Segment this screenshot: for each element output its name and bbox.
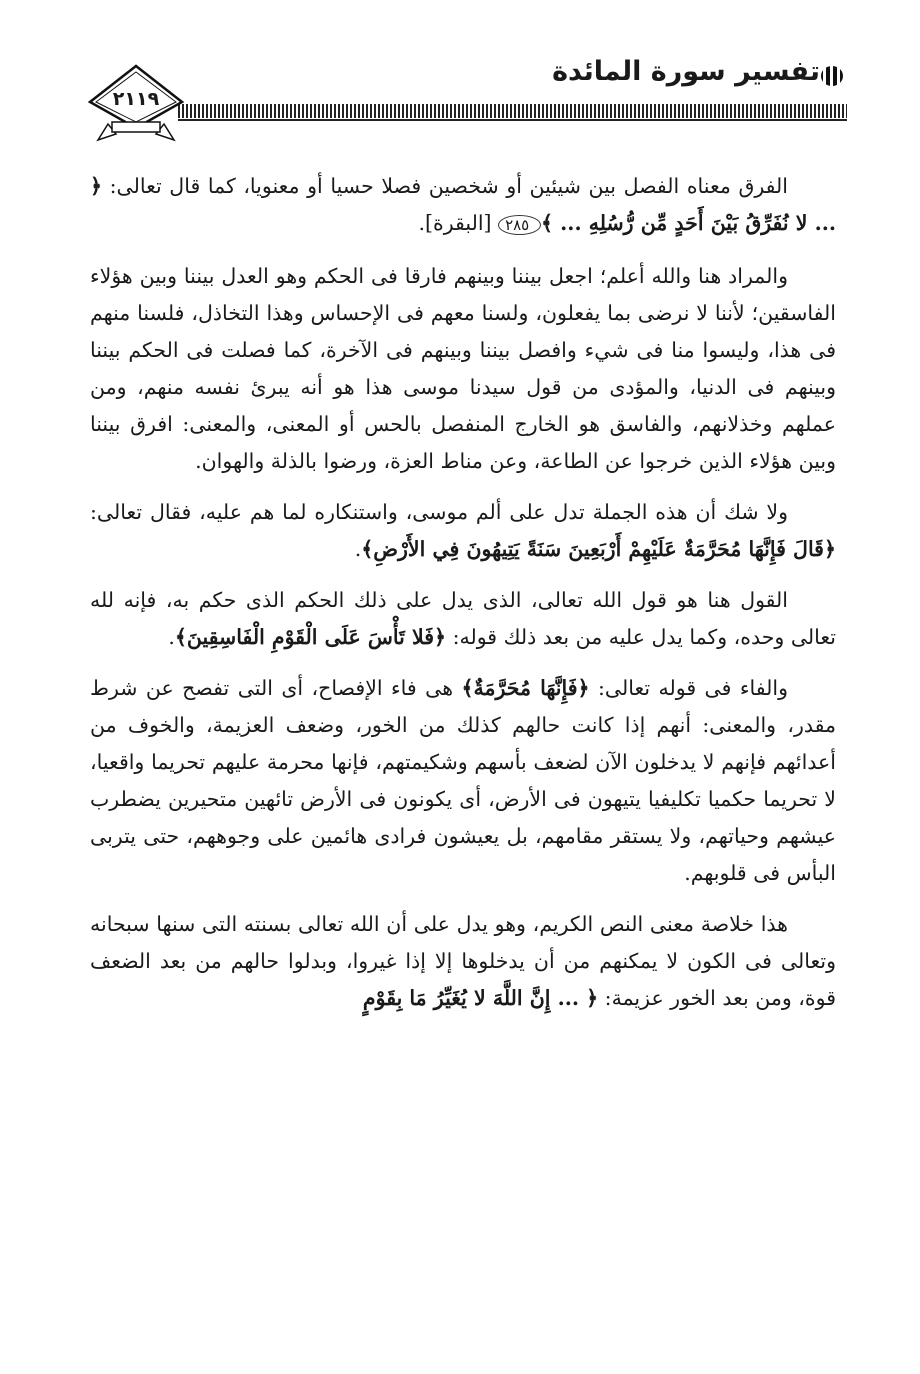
text-run: هذا خلاصة معنى النص الكريم، وهو يدل على أن الله تعالى بسنته التى سنها سبحانه وتعالى فى الكون لا يمكنهم من أن يدخلوها إلا إذا غيروا، وبدلوا حالهم من بعد الضعف قوة، ومن بعد الخور عزيمة: [90,912,836,1010]
quran-verse: ﴿فَإِنَّهَا مُحَرَّمَةٌ﴾ [461,676,590,700]
paragraph [90,168,836,244]
text-run: . [354,537,362,561]
paragraph [90,494,836,568]
running-title: تفسير سورة المائدة [552,56,820,87]
verse-number: ٢٨٥ [498,215,541,235]
paragraph [90,582,836,656]
quran-verse: ﴿ ... إِنَّ اللَّهَ لا يُغَيِّرُ مَا بِقَوْمٍ [362,986,599,1010]
header-rule [178,104,847,118]
page-header [0,0,920,150]
text-run: . [168,625,175,649]
paragraph [90,670,836,892]
quran-verse: ﴿ ... لا نُفَرِّقُ بَيْنَ أَحَدٍ مِّن رُّسُلِهِ ... ﴾ [90,174,836,235]
body-text [90,168,836,1031]
quran-verse: ﴿قَالَ فَإِنَّهَا مُحَرَّمَةٌ عَلَيْهِمْ أَرْبَعِينَ سَنَةً يَتِيهُونَ فِي الأَرْضِ﴾ [361,537,836,561]
text-run: ولا شك أن هذه الجملة تدل على ألم موسى، واستنكاره لما هم عليه، فقال تعالى: [90,500,788,524]
paragraph [90,258,836,480]
text-run: القول هنا هو قول الله تعالى، الذى يدل على ذلك الحكم الذى حكم به، فإنه لله تعالى وحده، وكما يدل عليه من بعد ذلك قوله: [90,588,836,649]
ornament-icon [817,60,847,90]
paragraph [90,906,836,1017]
quran-verse: ﴿فَلا تَأْسَ عَلَى الْقَوْمِ الْفَاسِقِينَ﴾ [174,625,447,649]
text-run: والمراد هنا والله أعلم؛ اجعل بيننا وبينهم فارقا فى الحكم وهو العدل بيننا وبين هؤلاء الفاسقين؛ لأننا لا نرضى بما يفعلون، ولسنا معهم فى الإحساس وهذا التخاذل، فلسنا منهم فى هذا، وليسوا منا فى شيء وافصل بيننا وبينهم فى الآخرة، كما فصلت فى الحكم بيننا وبينهم فى الدنيا، والمؤدى من قول سيدنا موسى هذا هو أنه يبرئ نفسه منهم، ومن عملهم وخذلانهم، والفاسق هو الخارج المنفصل بالحس أو المعنى، والمعنى: افرق بيننا وبين هؤلاء الذين خرجوا عن الطاعة، وعن مناط العزة، ورضوا بالذلة والهوان. [90,264,836,473]
text-run: هى فاء الإفصاح، أى التى تفصح عن شرط مقدر، والمعنى: أنهم إذا كانت حالهم كذلك من الخور، وضعف العزيمة، والخوف من أعدائهم فإنهم لا يدخلون الآن لضعف بأسهم وشكيمتهم، فإنها محرمة عليهم تحريما واقعيا، لا تحريما حكميا تكليفيا يتيهون فى الأرض، أى يكونون فى الأرض تائهين متحيرين يضطرب عيشهم وحياتهم، ولا يستقر مقامهم، بل يعيشون فرادى هائمين على وجوههم، حتى يتربى البأس فى قلوبهم. [90,676,836,885]
text-run: [البقرة]. [418,211,499,235]
text-run: والفاء فى قوله تعالى: [589,676,788,700]
text-run: الفرق معناه الفصل بين شيئين أو شخصين فصلا حسيا أو معنويا، كما قال تعالى: [102,174,788,198]
page-number: ٢١١٩ [112,88,160,110]
